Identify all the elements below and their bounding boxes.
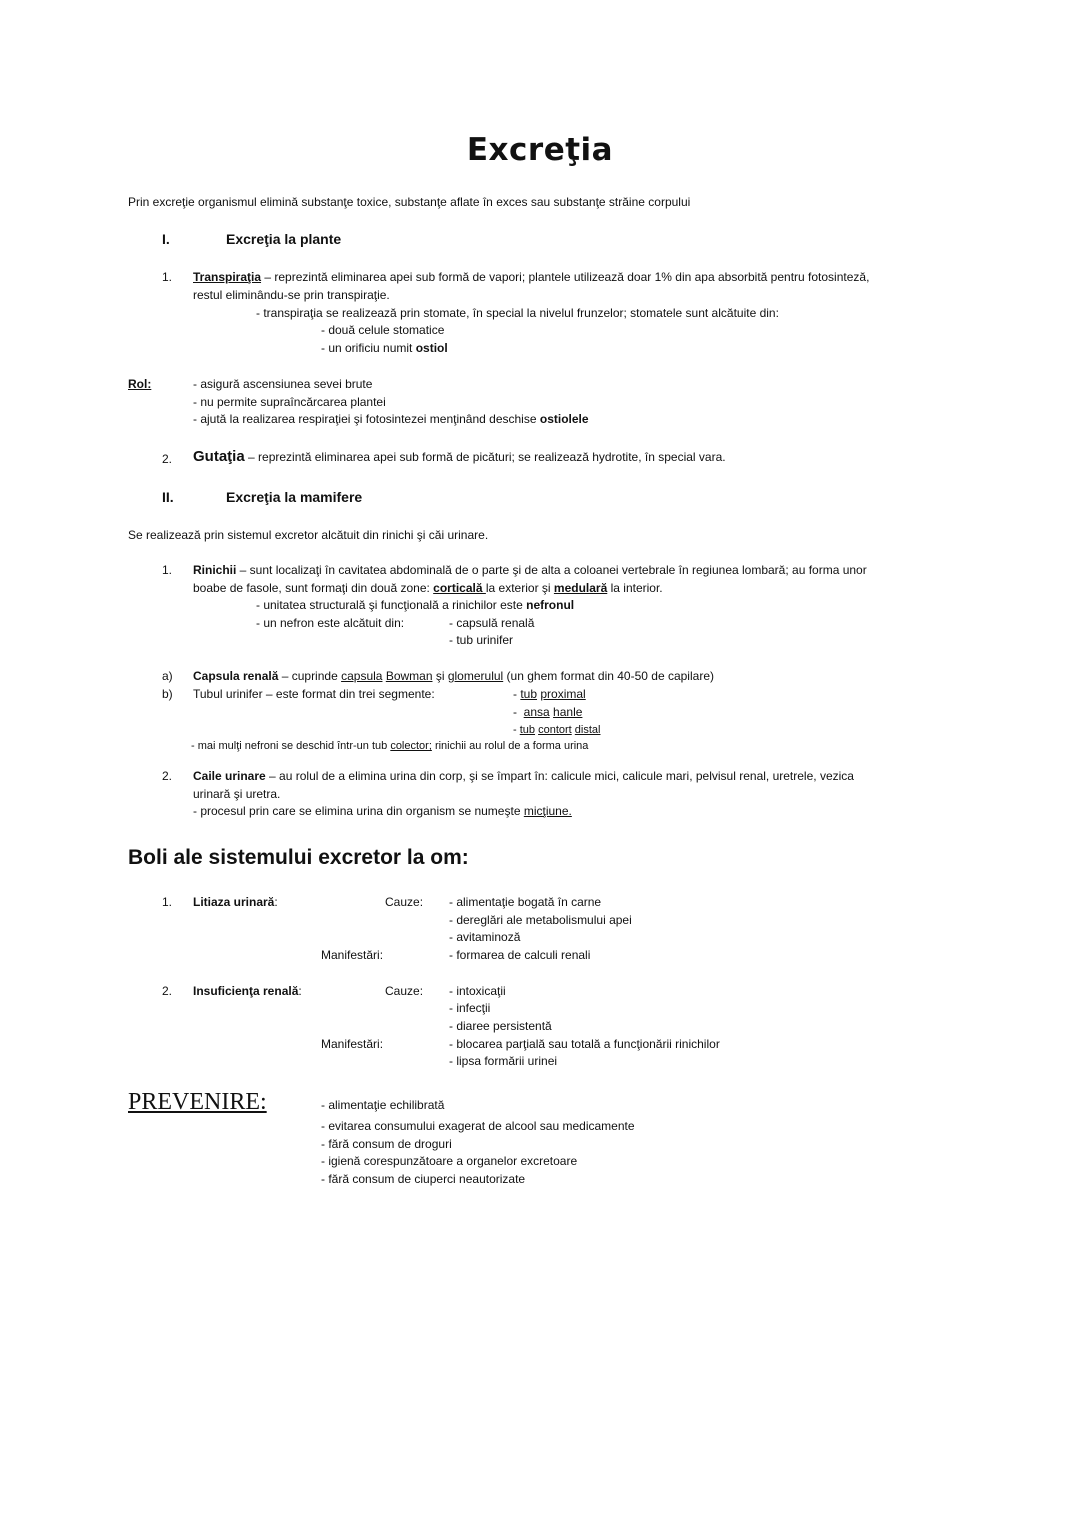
rol-label: Rol: xyxy=(128,377,152,391)
list-item: - fără consum de ciuperci neautorizate xyxy=(321,1172,526,1186)
text: - procesul prin care se elimina urina din organism se numeşte xyxy=(193,804,524,818)
manifestations-label: Manifestări: xyxy=(321,948,384,962)
list-item xyxy=(513,704,582,720)
list-number: 2. xyxy=(162,452,173,466)
term: corticală xyxy=(433,581,486,595)
text: – reprezintă eliminarea apei sub formă de picături; se realizează hydrotite, în special vara. xyxy=(244,450,726,464)
list-item: - fără consum de droguri xyxy=(321,1137,452,1151)
text: (un ghem format din 40-50 de capilare) xyxy=(503,669,714,683)
list-item: - formarea de calculi renali xyxy=(449,948,591,962)
list-number: 1. xyxy=(162,895,173,909)
text: Insuficienţa renală xyxy=(193,984,299,998)
text: – cuprinde xyxy=(278,669,342,683)
disease-name xyxy=(193,983,302,999)
paragraph-line xyxy=(256,597,574,613)
list-item: - asigură ascensiunea sevei brute xyxy=(193,377,373,391)
term: Caile urinare xyxy=(193,769,266,783)
text: Litiaza urinară xyxy=(193,895,275,909)
list-label: b) xyxy=(162,687,173,701)
text: : xyxy=(298,984,302,998)
list-number: 2. xyxy=(162,984,173,998)
section-number: II. xyxy=(162,489,174,505)
manifestations-label: Manifestări: xyxy=(321,1037,384,1051)
list-item: - infecţii xyxy=(449,1001,491,1015)
list-item: - dereglări ale metabolismului apei xyxy=(449,913,632,927)
term: ostiol xyxy=(415,341,448,355)
text: tub xyxy=(520,687,538,701)
list-number: 1. xyxy=(162,270,173,284)
term: medulară xyxy=(553,581,608,595)
list-item: - nu permite supraîncărcarea plantei xyxy=(193,395,386,409)
text: - mai mulţi nefroni se deschid într-un tub xyxy=(191,740,391,752)
text: capsula xyxy=(341,669,383,683)
text: tub xyxy=(519,724,536,736)
text: - xyxy=(513,705,524,719)
paragraph-line xyxy=(193,449,726,465)
list-item: - două celule stomatice xyxy=(321,323,445,337)
text: boabe de fasole, sunt formaţi din două zone: xyxy=(193,581,434,595)
text: - xyxy=(513,724,520,736)
term: nefronul xyxy=(526,598,575,612)
text: - ajută la realizarea respiraţiei şi fotosintezei menţinând deschise xyxy=(193,412,540,426)
text: - unitatea structurală şi funcţională a rinichilor este xyxy=(256,598,527,612)
list-item: - tub urinifer xyxy=(449,633,514,647)
list-item xyxy=(513,686,586,702)
term: Transpiraţia xyxy=(193,270,262,284)
list-label: a) xyxy=(162,669,173,683)
page-title: Excreţia xyxy=(466,132,614,168)
prevention-heading: PREVENIRE: xyxy=(128,1089,267,1115)
text: - xyxy=(513,687,521,701)
section-number: I. xyxy=(162,231,170,247)
term: Gutaţia xyxy=(193,448,245,465)
diseases-heading: Boli ale sistemului excretor la om: xyxy=(128,846,469,869)
section-heading: Excreţia la mamifere xyxy=(226,489,363,505)
paragraph-line xyxy=(193,580,663,596)
list-item: - igienă corespunzătoare a organelor excretoare xyxy=(321,1154,578,1168)
paragraph-line xyxy=(193,768,854,784)
text: – au rolul de a elimina urina din corp, şi se împart în: calicule mici, calicule mari, pelvisul renal, uretrele, vezica xyxy=(265,769,854,783)
paragraph-line: urinară şi uretra. xyxy=(193,787,281,801)
text: : xyxy=(274,895,278,909)
text: şi xyxy=(432,669,448,683)
list-item xyxy=(513,722,600,738)
list-item xyxy=(193,411,589,427)
list-item: - intoxicaţii xyxy=(449,984,506,998)
causes-label: Cauze: xyxy=(385,984,424,998)
text: - un orificiu numit xyxy=(321,341,416,355)
list-item: - capsulă renală xyxy=(449,616,535,630)
list-item: - evitarea consumului exagerat de alcool sau medicamente xyxy=(321,1119,635,1133)
term: Rinichii xyxy=(193,563,237,577)
text: ansa xyxy=(523,705,550,719)
term: ostiolele xyxy=(539,412,589,426)
paragraph-line: - transpiraţia se realizează prin stomate, în special la nivelul frunzelor; stomatele sunt alcătuite din: xyxy=(256,306,779,320)
section-heading: Excreţia la plante xyxy=(226,231,342,247)
text: – reprezintă eliminarea apei sub formă de vapori; plantele utilizează doar 1% din apa absorbită pentru fotosinteză, xyxy=(261,270,870,284)
list-item: - lipsa formării urinei xyxy=(449,1054,558,1068)
text: Bowman xyxy=(385,669,433,683)
list-item: - alimentaţie echilibrată xyxy=(321,1098,445,1112)
text: contort xyxy=(538,724,572,736)
text: distal xyxy=(574,724,601,736)
text: la exterior şi xyxy=(485,581,554,595)
intro-text: Prin excreţie organismul elimină substanţe toxice, substanţe aflate în exces sau substanţe străine corpului xyxy=(128,195,691,209)
paragraph-line: Se realizează prin sistemul excretor alcătuit din rinichi şi căi urinare. xyxy=(128,528,489,542)
list-item: - avitaminoză xyxy=(449,930,521,944)
text: glomerulul xyxy=(447,669,504,683)
list-item xyxy=(321,340,448,356)
paragraph-line xyxy=(193,269,869,285)
list-item: - blocarea parţială sau totală a funcţionării rinichilor xyxy=(449,1037,720,1051)
paragraph-line xyxy=(193,668,714,684)
term: Capsula renală xyxy=(193,669,279,683)
list-item: - diaree persistentă xyxy=(449,1019,552,1033)
paragraph-line xyxy=(193,803,572,819)
causes-label: Cauze: xyxy=(385,895,424,909)
text: hanle xyxy=(553,705,583,719)
text: micţiune. xyxy=(523,804,572,818)
paragraph-line xyxy=(191,738,588,754)
text: la interior. xyxy=(607,581,663,595)
paragraph-line xyxy=(193,562,867,578)
disease-name xyxy=(193,894,278,910)
paragraph-line: Tubul urinifer – este format din trei segmente: xyxy=(193,687,435,701)
list-number: 2. xyxy=(162,769,173,783)
list-item: - alimentaţie bogată în carne xyxy=(449,895,602,909)
text: rinichii au rolul de a forma urina xyxy=(431,740,589,752)
list-number: 1. xyxy=(162,563,173,577)
paragraph-line: - un nefron este alcătuit din: xyxy=(256,616,405,630)
text: – sunt localizaţi în cavitatea abdominală de o parte şi de alta a coloanei vertebrale în regiunea lombară; au forma unor xyxy=(236,563,867,577)
text: colector; xyxy=(390,740,432,752)
text: proximal xyxy=(540,687,586,701)
paragraph-line: restul eliminându-se prin transpiraţie. xyxy=(193,288,390,302)
